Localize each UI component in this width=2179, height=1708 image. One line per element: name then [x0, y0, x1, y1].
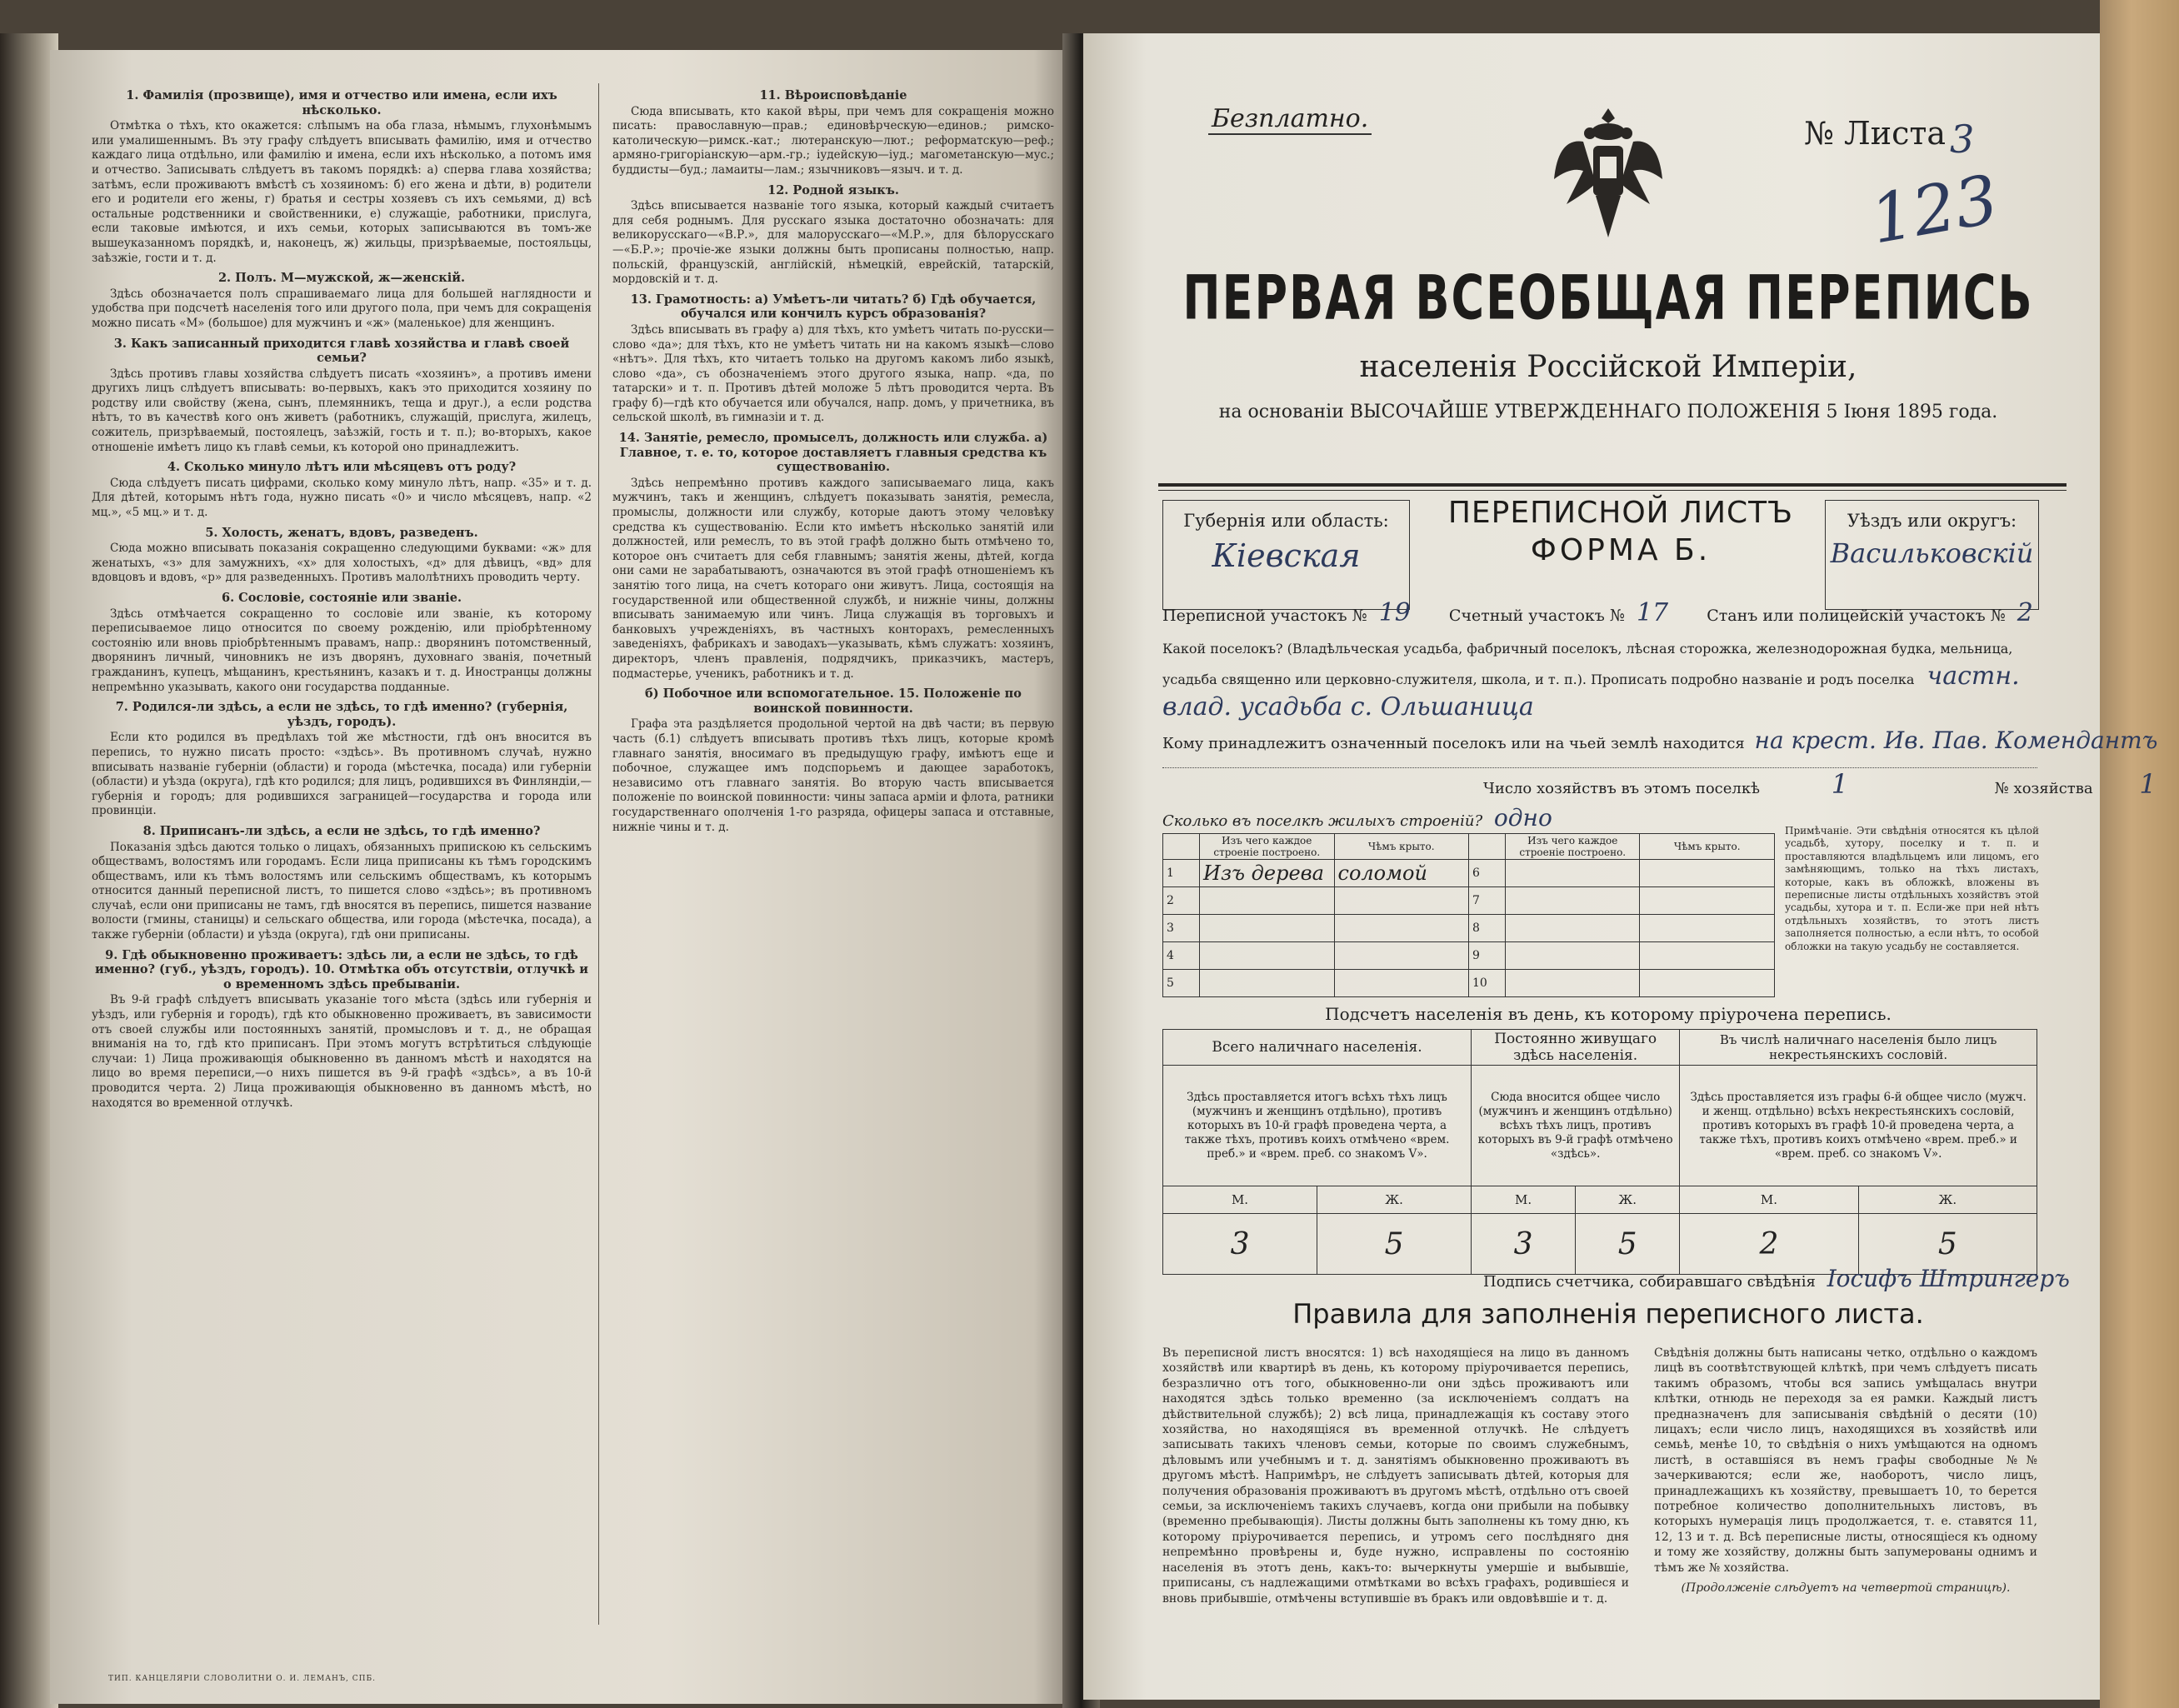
building-material [1200, 942, 1334, 970]
building-roof [1334, 942, 1468, 970]
census-sector-label: Переписной участокъ № [1162, 607, 1367, 625]
pop-desc-resident: Сюда вносится общее число (мужчинъ и женщинъ отдѣльно) всѣхъ тѣхъ лицъ, противъ которыхъ въ 9-й графѣ отмѣчено «здѣсь». [1472, 1066, 1680, 1186]
pop-desc-nonpeasant: Здѣсь проставляется изъ графы 6-й общее число (мужч. и женщ. отдѣльно) всѣхъ некрестьянскихъ сословій, противъ которыхъ въ графѣ 10-й проведена черта, а также тѣхъ, противъ коихъ отмѣчено «врем. преб.» и «врем. преб. со знакомъ V». [1680, 1066, 2037, 1186]
column-divider [598, 83, 599, 1625]
instruction-text: Здѣсь отмѣчается сокращенно то сословіе или званіе, къ которому переписываемое лицо относится по своему рожденію, или пріобрѣтенному состоянію или вновь пріобрѣтеннымъ правамъ, напр.: дворянинъ потомственный, дворянинъ личный, чиновникъ не изъ дворянъ, духовнаго званія, почетный гражданинъ, купецъ, мѣщанинъ, крестьянинъ, казакъ и т. д. Иностранцы должны непремѣнно указывать, какого они государства подданные. [92, 607, 592, 694]
building-material [1200, 915, 1334, 942]
building-material [1506, 942, 1640, 970]
form-title: ПЕРЕПИСНОЙ ЛИСТЪ [1447, 496, 1794, 530]
pop-sex-f: Ж. [1858, 1186, 2037, 1214]
pop-nonpeasant-women: 5 [1858, 1214, 2037, 1275]
pop-sex-m: М. [1472, 1186, 1576, 1214]
instruction-heading: 13. Грамотность: а) Умѣетъ-ли читать? б) Гдѣ обучается, обучался или кончилъ курсъ образованія? [630, 292, 1037, 322]
province-box [1162, 500, 1410, 610]
district-label: Уѣздъ или округъ: [1847, 511, 2017, 531]
district-value: Васильковскій [1830, 537, 2034, 569]
instruction-text: Сюда можно вписывать показанія сокращенно следующими буквами: «ж» для женатыхъ, «з» для замужнихъ, «х» для холостыхъ, «д» для дѣвицъ, «вд» для вдовцовъ и вдовъ, «р» для разведенныхъ. Противъ малолѣтнихъ проводить черту. [92, 542, 592, 585]
building-roof [1640, 887, 1775, 915]
building-number: 5 [1163, 970, 1200, 997]
archive-number-handwritten: 123 [1865, 160, 2004, 259]
instruction-heading: 7. Родился-ли здѣсь, а если не здѣсь, то гдѣ именно? (губернія, уѣздъ, городъ). [115, 700, 568, 729]
pop-header-resident: Постоянно живущаго здѣсь населенія. [1472, 1030, 1680, 1066]
households-value: 1 [1831, 768, 1849, 800]
building-row [1163, 887, 1775, 915]
building-number: 10 [1468, 970, 1505, 997]
instruction-text: Здѣсь обозначается полъ спрашиваемаго лица для большей наглядности и удобства при подсчетѣ населенія того или другого пола, при чемъ для сокращенія можно писать «М» (большое) для мужчинъ и «ж» (маленькое) для женщинъ. [92, 287, 592, 330]
count-sector-value: 17 [1636, 598, 1669, 627]
form-subtitle: ФОРМА Б. [1530, 533, 1712, 567]
household-no-label: № хозяйства [1994, 780, 2093, 797]
building-roof [1334, 970, 1468, 997]
building-material: Изъ дерева [1200, 860, 1334, 887]
pop-header-nonpeasant: Въ числѣ наличнаго населенія было лицъ некрестьянскихъ сословій. [1680, 1030, 2037, 1066]
building-roof: соломой [1334, 860, 1468, 887]
building-roof [1334, 915, 1468, 942]
instruction-text: Здѣсь противъ главы хозяйства слѣдуетъ писать «хозяинъ», а противъ имени другихъ лицъ слѣдуетъ вписывать: во-первыхъ, какъ это приходится хозяину по родству или свойству (жена, сынъ, племянникъ, теща и друг.), а если родства нѣтъ, то въ качествѣ кого онъ живетъ (работникъ, служащій, прислуга, жилецъ, сожитель, призрѣваемый, постоялецъ, заѣзжій, гость и т. п.); во-вторыхъ, какое отношеніе имѣетъ лицо къ главѣ семьи, къ которой оно принадлежитъ. [92, 367, 592, 454]
sheet-number-label: № Листа [1804, 115, 1947, 152]
pop-nonpeasant-men: 2 [1680, 1214, 1858, 1275]
owner-line [1162, 727, 2157, 754]
building-material [1506, 915, 1640, 942]
buildings-label: Сколько въ поселкѣ жилыхъ строеній? [1162, 812, 1483, 830]
instruction-heading: 2. Полъ. М—мужской, ж—женскій. [217, 271, 466, 286]
imperial-eagle-emblem [1550, 100, 1667, 258]
building-number: 2 [1163, 887, 1200, 915]
province-label: Губернія или область: [1183, 511, 1389, 531]
instruction-heading: 4. Сколько минуло лѣтъ или мѣсяцевъ отъ роду? [167, 460, 517, 475]
instruction-heading: 11. Вѣроисповѣданіе [759, 88, 907, 102]
rules-continued-note: (Продолженіе слѣдуетъ на четвертой страницѣ). [1681, 1581, 2011, 1596]
census-title: ПЕРВАЯ ВСЕОБЩАЯ ПЕРЕПИСЬ [1182, 262, 2034, 334]
instruction-text: Здѣсь вписывать въ графу а) для тѣхъ, кто умѣетъ читать по-русски—слово «да»; для тѣхъ, кто не умѣетъ читать ни на какомъ языкѣ—слово «нѣтъ». Для тѣхъ, кто читаетъ только на другомъ какомъ либо языкѣ, слово «да», съ обозначеніемъ этого другого языка, напр. «да, по татарски» и т. п. Противъ дѣтей моложе 5 лѣтъ проводится черта. Въ графу б)—гдѣ кто обучается или обучался, напр. домъ, у причетника, въ сельской школѣ, въ гимназіи и т. д. [612, 322, 1054, 425]
instruction-text: Отмѣтка о тѣхъ, кто окажется: слѣпымъ на оба глаза, нѣмымъ, глухонѣмымъ или умалишеннымъ. Въ эту графу слѣдуетъ вписывать фамилію, имя и отчество каждаго лица отдѣльно, или фамилію и имена, если ихъ нѣсколько, а потомъ имя и отчество. Записывать слѣдуетъ въ такомъ порядкѣ: а) сперва глава хозяйства; затѣмъ, если проживаютъ вмѣстѣ съ хозяиномъ: б) его жена и дѣти, в) родители его и родители его жены, г) братья и сестры хозяевъ съ ихъ семьями, д) всѣ остальные родственники и свойственники, е) служащіе, работники, прислуга, если таковые имѣются, и ихъ семьи, которых записываются въ томъ-же вышеуказанномъ порядкѣ, и, наконецъ, ж) жильцы, призрѣваемые, постояльцы, заѣзжіе, гости и т. д. [92, 119, 592, 265]
title-rule-thin [1158, 490, 2067, 491]
instruction-heading: 9. Гдѣ обыкновенно проживаетъ: здѣсь ли, а если не здѣсь, то гдѣ именно? (губ., уѣздъ, городъ). 10. Отмѣтка объ отсутствіи, отлучкѣ и о временномъ здѣсь пребываніи. [95, 947, 588, 991]
building-material [1506, 970, 1640, 997]
legal-basis-line: на основаніи ВЫСОЧАЙШЕ УТВЕРЖДЕННАГО ПОЛОЖЕНІЯ 5 Іюня 1895 года. [1218, 402, 1998, 422]
free-of-charge-label: Безплатно. [1208, 104, 1372, 135]
instruction-heading: 12. Родной языкъ. [767, 182, 899, 197]
instruction-heading: 6. Сословіе, состояніе или званіе. [221, 591, 462, 605]
buildings-table-body [1163, 860, 1775, 997]
building-number: 7 [1468, 887, 1505, 915]
building-material [1506, 860, 1640, 887]
owner-value: на крест. Ив. Пав. Комендантъ [1754, 727, 2158, 754]
instruction-heading: 8. Приписанъ-ли здѣсь, а если не здѣсь, то гдѣ именно? [142, 823, 541, 838]
owner-label: Кому принадлежитъ означенный поселокъ или на чьей землѣ находится [1162, 735, 1745, 752]
bld-header-material: Изъ чего каждое строеніе построено. [1200, 834, 1334, 860]
pop-header-total: Всего наличнаго населенія. [1163, 1030, 1472, 1066]
building-row [1163, 915, 1775, 942]
sheet-number-handwritten: 3 [1950, 117, 1975, 162]
census-sector-value: 19 [1378, 598, 1411, 627]
pop-sex-f: Ж. [1317, 1186, 1472, 1214]
stan-label: Станъ или полицейскій участокъ № [1707, 607, 2006, 625]
building-number: 6 [1468, 860, 1505, 887]
district-box [1825, 500, 2039, 610]
left-instructions-column-1 [92, 83, 592, 1111]
instruction-text: Здѣсь вписывается названіе того языка, который каждый считаетъ для себя роднымъ. Для русскаго языка достаточно обозначать: для великорусскаго—«В.Р.», для малорусскаго—«М.Р.», для бѣлорусскаго—«Б.Р.»; прочіе-же языки должны быть прописаны полностью, напр. польскій, французскій, англійскій, нѣмецкій, еврейскій, татарскій, мордовскій и т. д. [612, 199, 1054, 287]
instruction-heading: б) Побочное или вспомогательное. 15. Положеніе по воинской повинности. [645, 687, 1022, 716]
province-value: Кіевская [1212, 537, 1361, 574]
title-rule [1158, 483, 2067, 487]
enumerator-label: Подпись счетчика, собиравшаго свѣдѣнія [1483, 1273, 1816, 1291]
building-number: 4 [1163, 942, 1200, 970]
stan-value: 2 [2017, 598, 2033, 627]
pop-sex-m: М. [1163, 1186, 1317, 1214]
left-instructions-column-2 [612, 83, 1054, 835]
pop-resident-women: 5 [1576, 1214, 1680, 1275]
right-book-board [2100, 0, 2179, 1708]
enumerator-signature: Іосифъ Штрингеръ [1827, 1265, 2070, 1292]
building-roof [1640, 860, 1775, 887]
building-row [1163, 860, 1775, 887]
instruction-heading: 3. Какъ записанный приходится главѣ хозяйства и главѣ своей семьи? [113, 336, 570, 366]
pop-sex-f: Ж. [1576, 1186, 1680, 1214]
settlement-label: Какой поселокъ? (Владѣльческая усадьба, фабричный поселокъ, лѣсная сторожка, железнодорожная будка, мельница, усадьба священно или церковно-служителя, школа, и т. п.). Прописать подробно названіе и родъ поселка [1162, 641, 2013, 687]
rules-title: Правила для заполненія переписного листа. [1292, 1298, 1924, 1330]
building-material [1506, 887, 1640, 915]
sectors-line [1162, 598, 2033, 627]
buildings-note: Примѣчаніе. Эти свѣдѣнія относятся къ цѣлой усадьбѣ, хутору, поселку и т. п. и проставляются владѣльцемъ или лицомъ, его замѣняющимъ, только на тѣхъ листахъ, которые, какъ въ обложкѣ, вложены въ переписные листы отдѣльныхъ хозяйствъ этой усадьбы, хутора и т. п. Если-же при ней нѣтъ отдѣльныхъ хозяйствъ, то этотъ листъ заполняется полностью, а если нѣтъ, то особой обложки на такую усадьбу не составляется. [1785, 825, 2039, 952]
pop-total-men: 3 [1163, 1214, 1317, 1275]
instruction-text: Показанія здѣсь даются только о лицахъ, обязанныхъ припискою къ сельскимъ обществамъ, волостямъ или городамъ. Если лица приписаны къ тѣмъ городскимъ обществамъ, или къ тѣмъ волостямъ или сельскимъ обществамъ, къ которымъ относится данный переписной листъ, то пишется слово «здѣсь»; въ противномъ случаѣ, если они приписаны не тамъ, гдѣ вносятся въ перепись, пишется название волости (гмины, станицы) и сельскаго общества, или города (мѣстечка, посада), а также губерніи (области) и уѣзда (округа), гдѣ они приписаны. [92, 840, 592, 942]
bld-header-roof: Чѣмъ крыто. [1334, 834, 1468, 860]
instruction-heading: 14. Занятіе, ремесло, промыселъ, должность или служба. а) Главное, т. е. то, которое доставляетъ главныя средства къ существованію. [618, 431, 1048, 475]
settlement-line [1162, 635, 2037, 724]
count-sector-label: Счетный участокъ № [1448, 607, 1625, 625]
instruction-heading: 5. Холость, женатъ, вдовъ, разведенъ. [205, 525, 478, 540]
bld-header-material-2: Изъ чего каждое строеніе построено. [1506, 834, 1640, 860]
building-number: 1 [1163, 860, 1200, 887]
census-subtitle: населенія Россійской Имперіи, [1359, 350, 1857, 384]
printer-imprint: ТИП. КАНЦЕЛЯРІИ СЛОВОЛИТНИ О. И. ЛЕМАНЪ, СПБ. [108, 1675, 376, 1683]
instruction-text: Если кто родился въ предѣлахъ той же мѣстности, гдѣ онъ вносится въ перепись, то нужно писать просто: «здѣсь». Въ противномъ случаѣ, нужно вписывать названіе губерніи (области) и города (мѣстечка, посада) или губерніи (области) и уѣзда (округа), гдѣ кто родился; для лицъ, родившихся въ Финляндіи,—губернія и городъ; для родившихся заграницей—государства и города или провинціи. [92, 731, 592, 818]
building-row [1163, 970, 1775, 997]
settlement-value: частн. влад. усадьба с. Ольшаница [1162, 662, 2020, 722]
instruction-text: Графа эта раздѣляется продольной чертой на двѣ части; въ первую часть (б.1) слѣдуетъ вписывать противъ тѣхъ лицъ, которые кромѣ главнаго занятія, вносимаго въ предыдущую графу, имѣютъ еще и побочное, служащее имъ подспорьемъ и дающее заработокъ, независимо отъ главнаго занятія. Во вторую часть вписывается положеніе по воинской повинности: чины запаса арміи и флота, ратники государственнаго ополченія 1-го разряда, офицеры запаса и отставные, нижніе чины и т. д. [612, 717, 1054, 834]
building-number: 9 [1468, 942, 1505, 970]
pop-desc-total: Здѣсь проставляется итогъ всѣхъ тѣхъ лицъ (мужчинъ и женщинъ отдѣльно), противъ которыхъ въ 10-й графѣ проведена черта, а также тѣхъ, противъ коихъ отмѣчено «врем. преб.» и «врем. преб. со знакомъ V». [1163, 1066, 1472, 1186]
pop-resident-men: 3 [1472, 1214, 1576, 1275]
building-row [1163, 942, 1775, 970]
building-roof [1334, 887, 1468, 915]
building-roof [1640, 942, 1775, 970]
buildings-value: одно [1493, 804, 1552, 832]
buildings-line [1162, 804, 1552, 832]
bld-header-roof-2: Чѣмъ крыто. [1640, 834, 1775, 860]
pop-total-women: 5 [1317, 1214, 1472, 1275]
instruction-heading: 1. Фамилія (прозвище), имя и отчество или имена, если ихъ нѣсколько. [126, 88, 557, 117]
rules-column-1: Въ переписной листъ вносятся: 1) всѣ находящіеся на лицо въ данномъ хозяйствѣ или квартирѣ въ день, къ которому пріурочивается перепись, безразлично отъ того, обыкновенно-ли они здѣсь проживаютъ или находятся здѣсь только временно (за исключеніемъ солдатъ на дѣйствительной службѣ); 2) всѣ лица, принадлежащія къ составу этого хозяйства, но находящіяся въ временной отлучкѣ. Не слѣдуетъ записывать такихъ членовъ семьи, которые по своимъ служебнымъ, дѣловымъ или учебнымъ и т. д. занятіямъ обыкновенно проживаютъ въ другомъ мѣстѣ. Напримѣръ, не слѣдуетъ записывать дѣтей, которыя для получения образованія проживаютъ въ другомъ мѣстѣ, отдѣльно отъ своей семьи, за исключеніемъ такихъ случаевъ, когда они прибыли на побывку (временно пребывающія). Листы должны быть заполнены къ тому дню, къ которому пріурочивается перепись, и утромъ сего послѣдняго дня непремѣнно провѣрены и, буде нужно, исправлены по состоянію населенія въ этотъ день, какъ-то: вычеркнуты умершіе и выбывшіе, приписаны, съ надлежащими отмѣтками во всѣхъ графахъ, родившіеся и вновь прибывшіе, отмѣчены вступившіе въ бракъ или овдовѣвшіе и т. д. [1162, 1346, 1629, 1606]
instruction-text: Въ 9-й графѣ слѣдуетъ вписывать указаніе того мѣста (здѣсь или губернія и уѣздъ, или губернія и городъ), гдѣ кто обыкновенно проживаетъ, въ зависимости отъ своей службы или постоянныхъ занятій, промысловъ и т. д., не обращая вниманія на то, гдѣ кто приписанъ. При этомъ могутъ встрѣтиться слѣдующіе случаи: 1) Лица проживающія обыкновенно въ данномъ мѣстѣ и находятся на лицо во время переписи,—о нихъ пишется въ 9-й графѣ «здѣсь», а въ 10-й проводится черта. 2) Лица проживающія обыкновенно въ данномъ мѣстѣ, но находятся во временной отлучкѣ. [92, 993, 592, 1110]
rules-column-2 [1654, 1346, 2037, 1596]
buildings-table [1162, 833, 1775, 997]
building-roof [1640, 915, 1775, 942]
pop-sex-m: М. [1680, 1186, 1858, 1214]
building-number: 8 [1468, 915, 1505, 942]
building-roof [1640, 970, 1775, 997]
population-title: Подсчетъ населенія въ день, къ которому пріурочена перепись. [1325, 1004, 1892, 1024]
instruction-text: Сюда вписывать, кто какой вѣры, при чемъ для сокращенія можно писать: православную—прав.; единовѣрческую—единов.; римско-католическую—римск.-кат.; лютеранскую—лют.; реформатскую—реф.; армяно-григоріанскую—арм.-гр.; іудейскую—іуд.; магометанскую—мус.; буддисты—буд.; ламаиты—лам.; язычниковъ—языч. и т. д. [612, 104, 1054, 177]
households-label: Число хозяйствъ въ этомъ поселкѣ [1483, 780, 1760, 797]
household-no-value: 1 [2139, 768, 2157, 800]
households-line [1483, 768, 2157, 800]
building-material [1200, 970, 1334, 997]
rules-column-2-text: Свѣдѣнія должны быть написаны четко, отдѣльно о каждомъ лицѣ въ соотвѣтствующей клѣткѣ, при чемъ слѣдуетъ писать такимъ образомъ, чтобы вся запись умѣщалась внутри клѣтки, отнюдь не переходя за ея рамки. Каждый листъ предназначенъ для записыванія свѣдѣній о десяти (10) лицахъ; если число лицъ, находящихся въ хозяйствѣ или семьѣ, менѣе 10, то свѣдѣнія о нихъ умѣщаются на одномъ листѣ, в оставшіяся въ немъ графы свободные №№ зачеркиваются; если же, наоборотъ, число лицъ, принадлежащихъ къ хозяйству, превышаетъ 10, то берется потребное количество дополнительныхъ листовъ, въ которыхъ нумерація лицъ продолжается, т. е. ставятся 11, 12, 13 и т. д. Всѣ переписные листы, относящіеся къ одному и тому же хозяйству, должны быть запумерованы однимъ и тѣмъ же № хозяйства. [1654, 1346, 2037, 1575]
population-table [1162, 1029, 2037, 1275]
building-number: 3 [1163, 915, 1200, 942]
building-material [1200, 887, 1334, 915]
instruction-text: Сюда слѣдуетъ писать цифрами, сколько кому минуло лѣтъ, напр. «35» и т. д. Для дѣтей, которымъ нѣтъ года, нужно писать «0» и число мѣсяцевъ, напр. «2 мц.», «5 мц.» и т. д. [92, 476, 592, 520]
instruction-text: Здѣсь непремѣнно противъ каждого записываемаго лица, какъ мужчинъ, такъ и женщинъ, слѣдуетъ показывать занятія, ремесла, промыслы, должности или службу, которые даютъ этому человѣку средства къ существованію. Если кто имѣетъ нѣсколько занятій или должностей, или ремеслъ, то въ этой графѣ должно быть отмѣчено то, которое онъ считаетъ для себя главнымъ; занятія жены, дѣтей, когда они сами не зарабатываютъ, означаются въ этой графѣ отношеніемъ къ занятію того лица, на счетъ котораго они живутъ. Лица, состоящія на государственной или общественной службѣ, и нижніе чины, должны вписывать занимаемую или чинъ. Лица служащія въ торговыхъ и банковыхъ учрежденіяхъ, въ частныхъ конторахъ, ремесленныхъ заведеніяхъ, фабрикахъ и заводахъ—указывать, кѣмъ служатъ: хозяинъ, директоръ, членъ правленія, подрядчикъ, приказчикъ, мастеръ, подмастерье, ученикъ, работникъ и т. д. [612, 476, 1054, 681]
enumerator-signature-line [1483, 1265, 2070, 1292]
